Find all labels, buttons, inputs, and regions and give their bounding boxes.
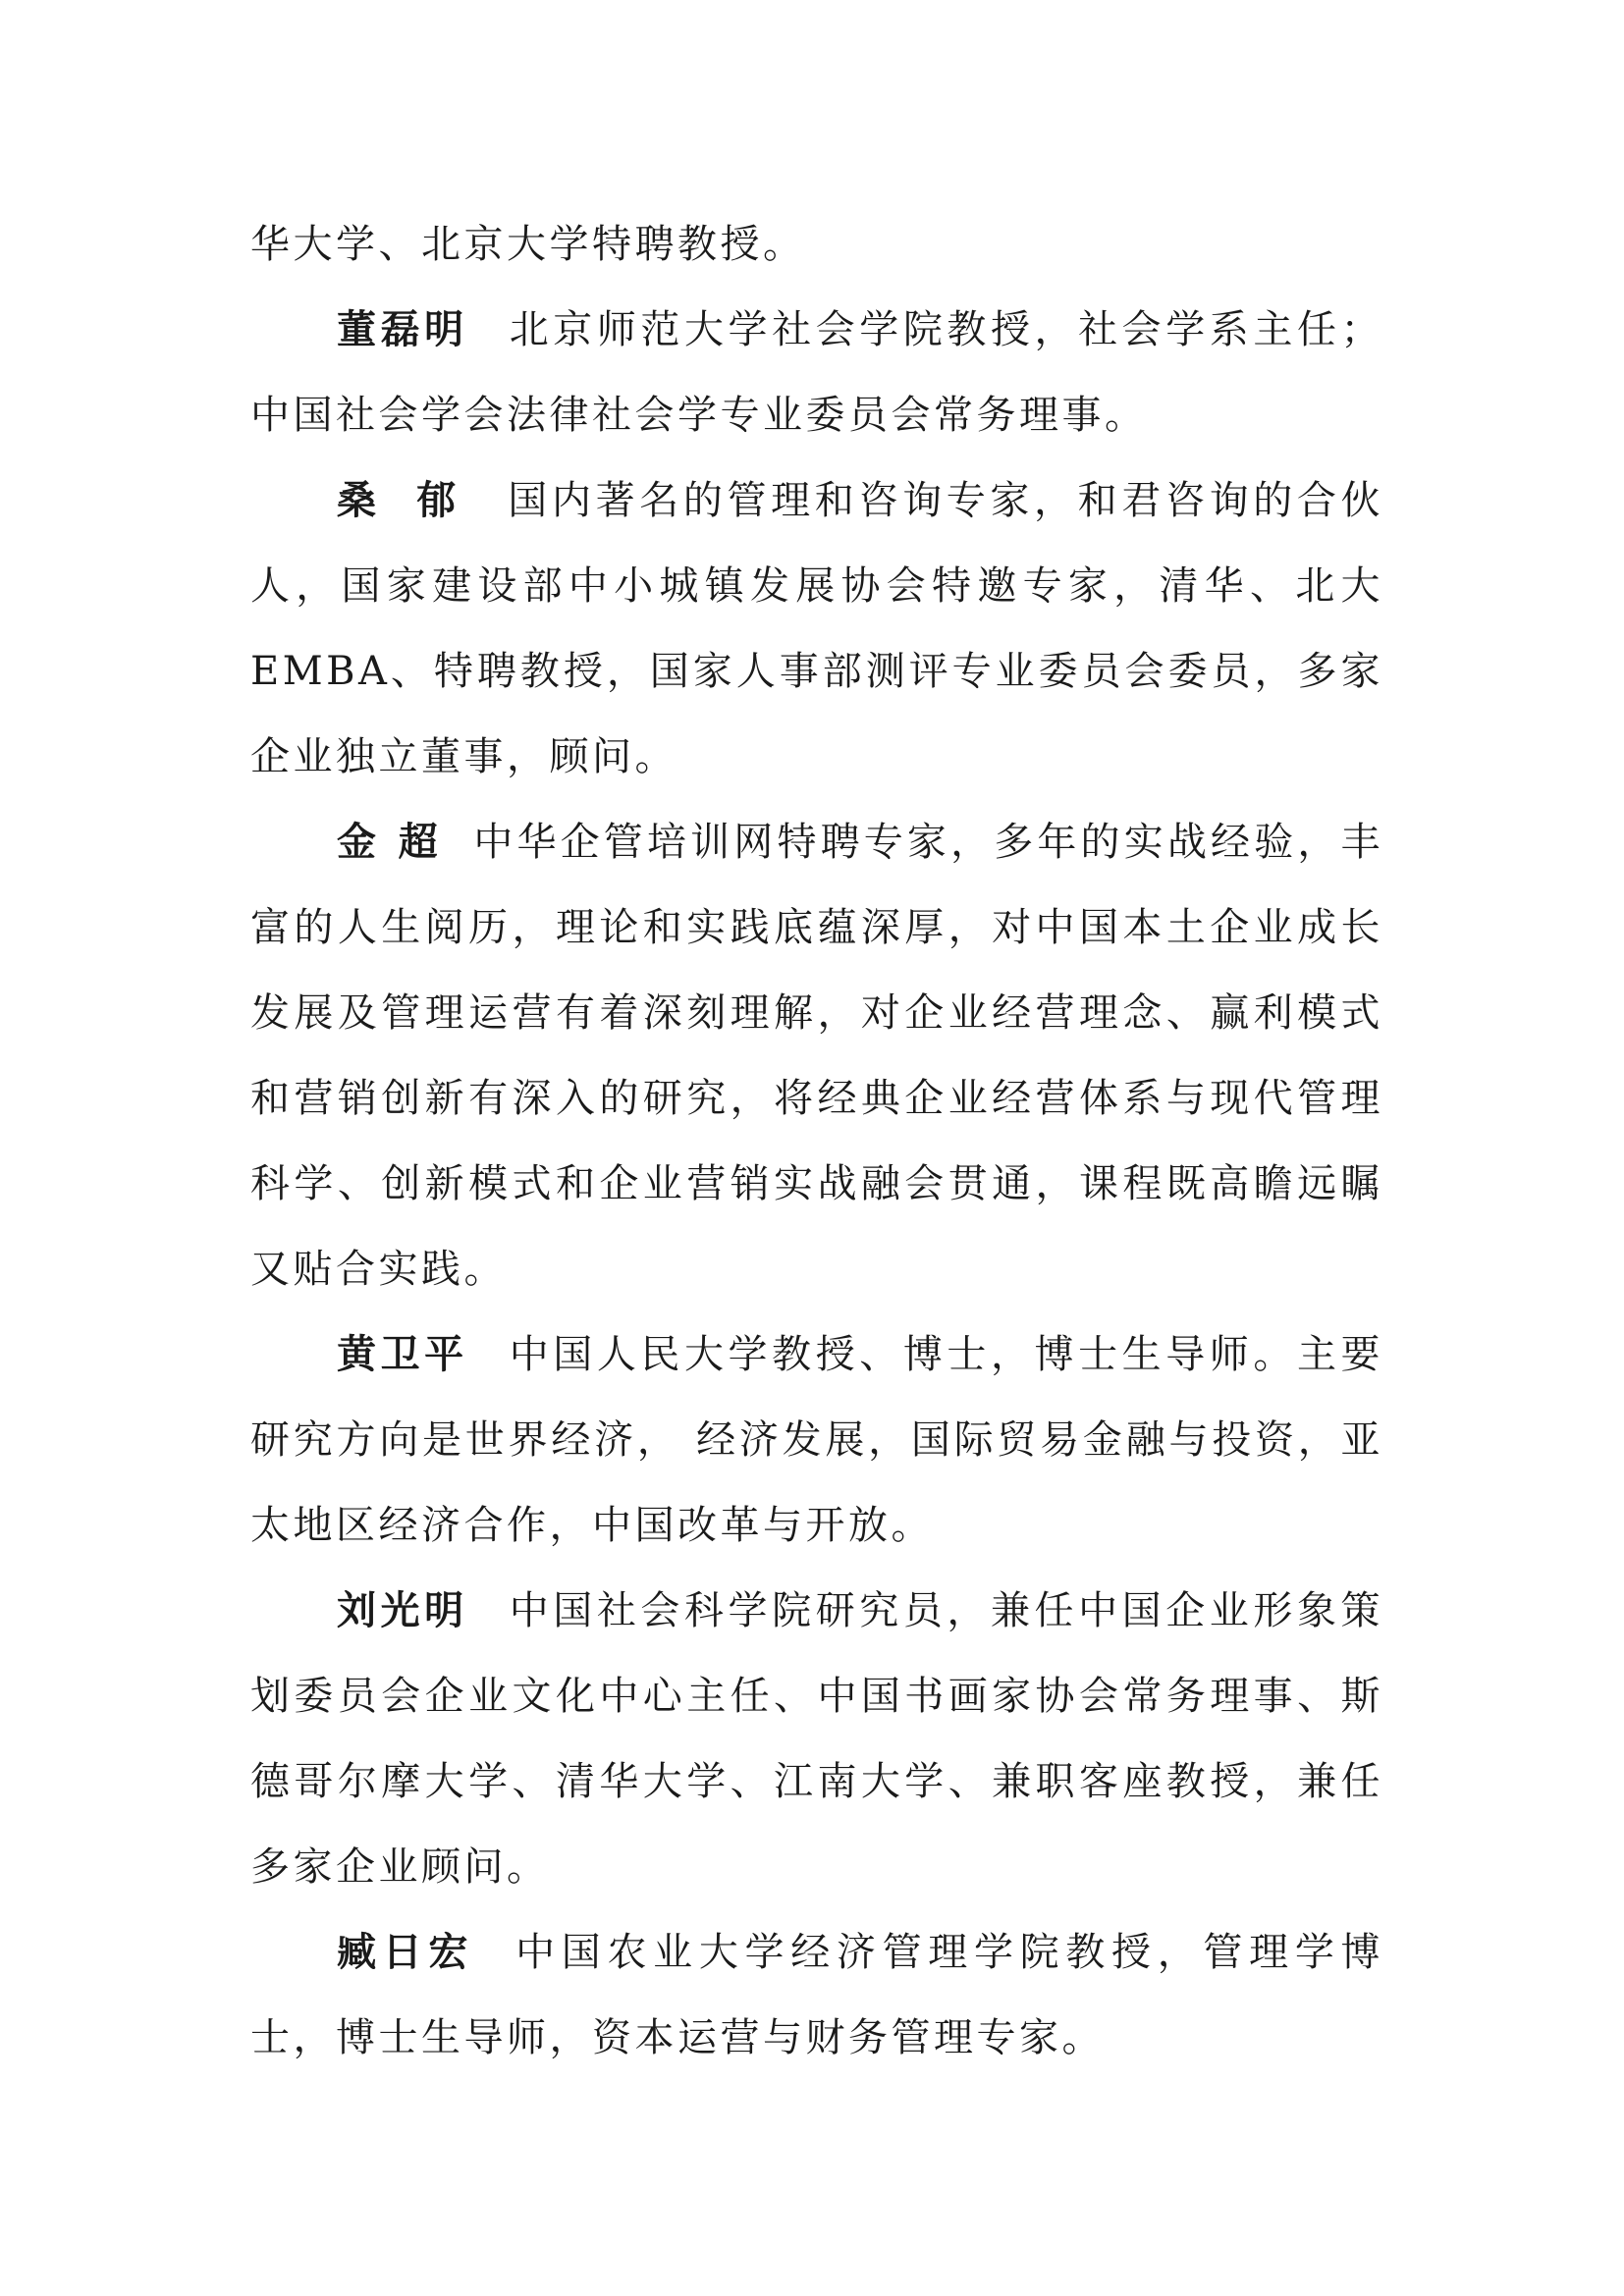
paragraph-continuation <box>250 202 1383 288</box>
profile-huang-weiping <box>250 1312 1383 1569</box>
person-bio: 中华企管培训网特聘专家，多年的实战经验，丰富的人生阅历，理论和实践底蕴深厚，对中国本土企业成长发展及管理运营有着深刻理解，对企业经营理念、赢利模式和营销创新有深入的研究，将经典企业经营体系与现代管理科学、创新模式和企业营销实战融会贯通，课程既高瞻远瞩又贴合实践。 <box>250 820 1384 1292</box>
person-name: 董磊明 <box>337 307 468 352</box>
person-bio: 中国社会科学院研究员，兼任中国企业形象策划委员会企业文化中心主任、中国书画家协会常务理事、斯德哥尔摩大学、清华大学、江南大学、兼职客座教授，兼任多家企业顾问。 <box>250 1588 1384 1890</box>
person-name: 刘光明 <box>337 1588 468 1633</box>
profile-list <box>250 202 1383 2081</box>
profile-jin-chao <box>250 800 1383 1312</box>
person-bio: 北京师范大学社会学院教授，社会学系主任；中国社会学会法律社会学专业委员会常务理事。 <box>250 307 1384 438</box>
profile-zang-rihong <box>250 1910 1383 2081</box>
person-bio: 中国农业大学经济管理学院教授，管理学博士，博士生导师，资本运营与财务管理专家。 <box>250 1930 1384 2060</box>
profile-sang-yu <box>250 458 1383 800</box>
person-bio: 中国人民大学教授、博士，博士生导师。主要研究方向是世界经济， 经济发展，国际贸易金融与投资，亚太地区经济合作，中国改革与开放。 <box>250 1332 1384 1548</box>
person-name: 桑郁 <box>337 478 497 523</box>
person-name: 臧日宏 <box>337 1930 475 1975</box>
person-name: 黄卫平 <box>337 1332 468 1377</box>
person-bio: 国内著名的管理和咨询专家，和君咨询的合伙人，国家建设部中小城镇发展协会特邀专家，清华、北大EMBA、特聘教授，国家人事部测评专业委员会委员，多家企业独立董事，顾问。 <box>250 478 1384 779</box>
profile-liu-guangming <box>250 1569 1383 1910</box>
person-name: 金超 <box>337 820 460 865</box>
paragraph-text: 华大学、北京大学特聘教授。 <box>250 222 806 267</box>
profile-dong-leiming <box>250 288 1383 458</box>
